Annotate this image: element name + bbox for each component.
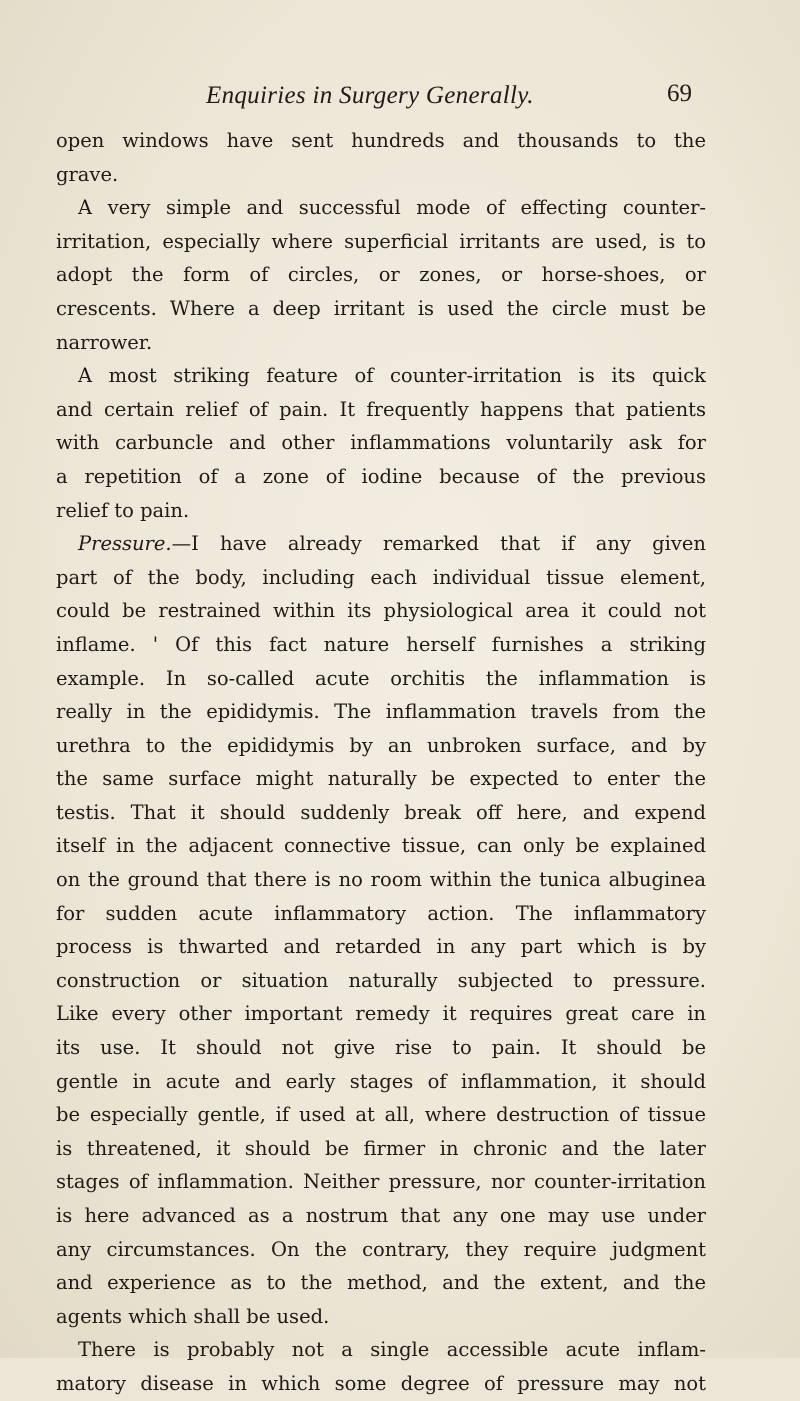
text-line: is threatened, it should be firmer in chronic and the later <box>56 1136 706 1160</box>
text-line: A very simple and successful mode of effecting counter- <box>78 196 706 220</box>
text-line: There is probably not a single accessible acute inflam- <box>78 1338 706 1362</box>
text-line: construction or situation naturally subjected to pressure. <box>56 968 706 992</box>
text-line: and certain relief of pain. It frequently happens that patients <box>56 397 706 421</box>
text-line: example. In so-called acute orchitis the inflammation is <box>56 666 706 690</box>
text-line: part of the body, including each individual tissue element, <box>56 565 706 589</box>
text-line: with carbuncle and other inflammations voluntarily ask for <box>56 431 706 455</box>
text-line: the same surface might naturally be expected to enter the <box>56 767 706 791</box>
text-line: any circumstances. On the contrary, they require judgment <box>56 1237 706 1261</box>
text-line: on the ground that there is no room within the tunica albuginea <box>56 868 706 892</box>
body-text <box>56 124 706 1401</box>
text-line: be especially gentle, if used at all, where destruction of tissue <box>56 1103 706 1127</box>
text-line: open windows have sent hundreds and thousands to the <box>56 129 706 152</box>
text-line: for sudden acute inflammatory action. The inflammatory <box>56 901 706 925</box>
text-line: irritation, especially where superficial irritants are used, is to <box>56 229 706 253</box>
text-line: Like every other important remedy it requires great care in <box>56 1002 706 1026</box>
page-number: 69 <box>667 80 692 107</box>
text-line: process is thwarted and retarded in any part which is by <box>56 935 706 959</box>
text-line: really in the epididymis. The inflammation travels from the <box>56 700 706 724</box>
section-heading-pressure: Pressure. <box>78 532 172 556</box>
text-run: —I have already remarked that if any given <box>171 532 706 556</box>
text-line: inflame. ' Of this fact nature herself furnishes a striking <box>56 632 706 656</box>
text-line: narrower. <box>56 330 153 354</box>
text-line: matory disease in which some degree of pressure may not <box>56 1371 706 1395</box>
text-line: adopt the form of circles, or zones, or horse-shoes, or <box>56 263 706 287</box>
text-line: stages of inflammation. Neither pressure, nor counter-irritation <box>56 1170 706 1194</box>
text-line: agents which shall be used. <box>56 1304 330 1328</box>
text-line: grave. <box>56 162 119 186</box>
text-line: is here advanced as a nostrum that any one may use under <box>56 1204 706 1227</box>
text-line: A most striking feature of counter-irritation is its quick <box>78 364 706 388</box>
running-head <box>0 76 800 116</box>
text-line: testis. That it should suddenly break off here, and expend <box>56 800 706 824</box>
text-line <box>56 527 706 561</box>
text-line: relief to pain. <box>56 498 190 522</box>
text-line: urethra to the epididymis by an unbroken surface, and by <box>56 733 706 757</box>
running-title: Enquiries in Surgery Generally. <box>206 82 534 109</box>
text-line: itself in the adjacent connective tissue, can only be explained <box>56 834 706 858</box>
text-line: crescents. Where a deep irritant is used the circle must be <box>56 296 706 320</box>
text-line: its use. It should not give rise to pain. It should be <box>56 1036 706 1060</box>
text-line: and experience as to the method, and the extent, and the <box>56 1271 706 1295</box>
text-line: a repetition of a zone of iodine because of the previous <box>56 464 706 488</box>
text-line: could be restrained within its physiological area it could not <box>56 599 706 623</box>
text-line: gentle in acute and early stages of inflammation, it should <box>56 1069 706 1093</box>
